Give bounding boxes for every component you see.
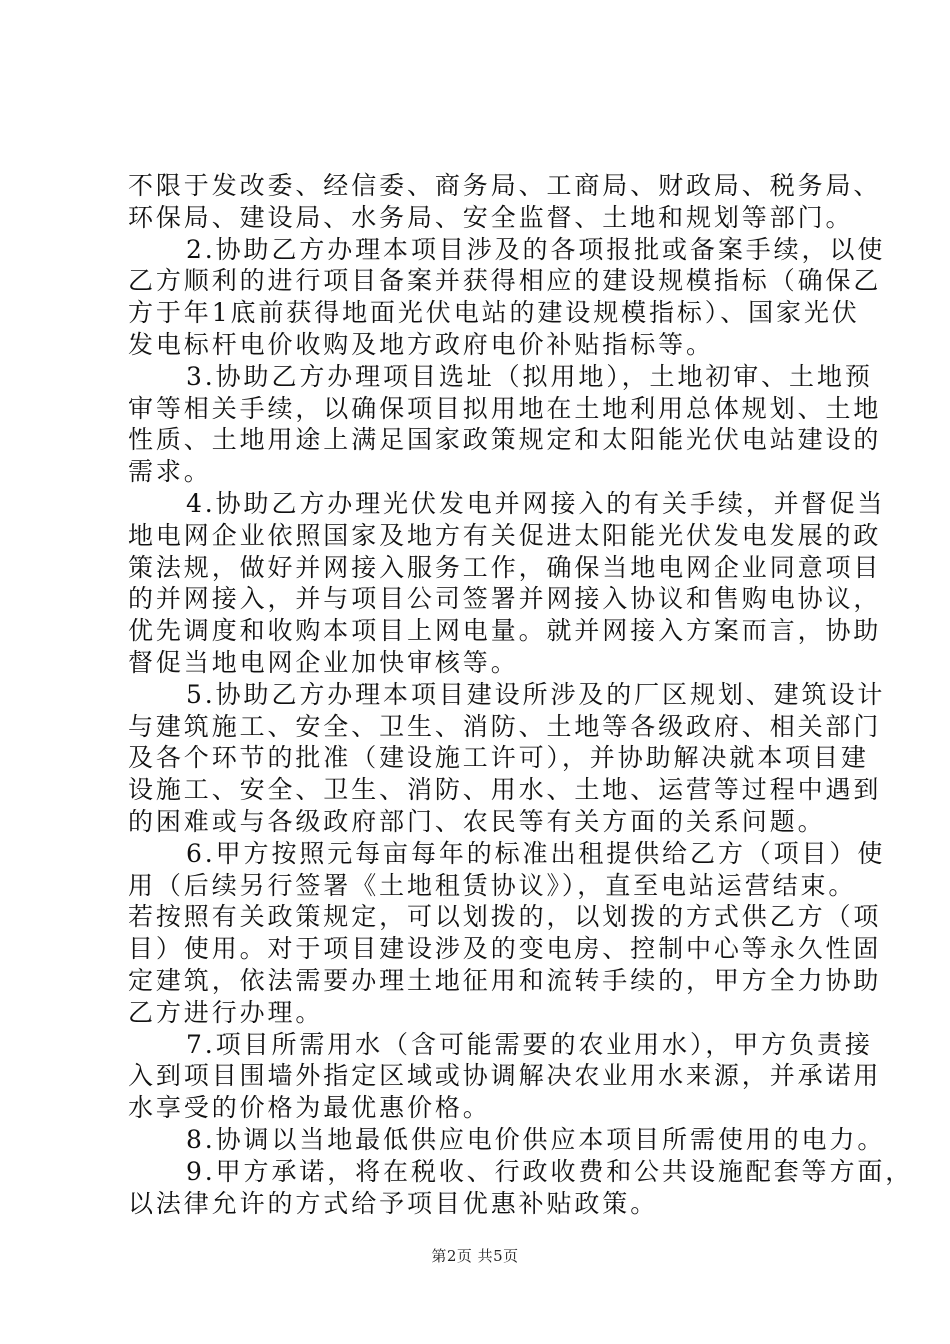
page-number-footer: 第2页 共5页 (431, 1247, 519, 1265)
text-line: 需求。 (128, 457, 212, 487)
paragraph-first-line: 2.协助乙方办理本项目涉及的各项报批或备案手续，以使 (186, 234, 886, 264)
text-line: 方于年1底前获得地面光伏电站的建设规模指标）、国家光伏 (128, 298, 860, 328)
text-line: 审等相关手续，以确保项目拟用地在土地利用总体规划、土地 (128, 393, 882, 423)
paragraph-first-line: 9.甲方承诺，将在税收、行政收费和公共设施配套等方面， (186, 1156, 914, 1186)
paragraph-first-line: 7.项目所需用水（含可能需要的农业用水），甲方负责接 (186, 1029, 873, 1059)
text-line: 目）使用。对于项目建设涉及的变电房、控制中心等永久性固 (128, 934, 882, 964)
document-body (128, 170, 914, 1219)
paragraph-first-line: 5.协助乙方办理本项目建设所涉及的厂区规划、建筑设计 (186, 679, 886, 709)
text-line: 环保局、建设局、水务局、安全监督、土地和规划等部门。 (128, 202, 854, 232)
text-line: 若按照有关政策规定，可以划拨的，以划拨的方式供乙方（项 (128, 902, 882, 932)
paragraph-first-line: 4.协助乙方办理光伏发电并网接入的有关手续，并督促当 (186, 488, 886, 518)
text-line: 的并网接入，并与项目公司签署并网接入协议和售购电协议， (128, 584, 882, 614)
text-line: 性质、土地用途上满足国家政策规定和太阳能光伏电站建设的 (128, 425, 882, 455)
text-line: 与建筑施工、安全、卫生、消防、土地等各级政府、相关部门 (128, 711, 882, 741)
text-line: 优先调度和收购本项目上网电量。就并网接入方案而言，协助 (128, 616, 882, 646)
paragraph-first-line: 8.协调以当地最低供应电价供应本项目所需使用的电力。 (186, 1124, 886, 1154)
text-line: 乙方进行办理。 (128, 997, 324, 1027)
text-line: 地电网企业依照国家及地方有关促进太阳能光伏发电发展的政 (128, 520, 882, 550)
text-line: 设施工、安全、卫生、消防、用水、土地、运营等过程中遇到 (128, 775, 882, 805)
text-line: 督促当地电网企业加快审核等。 (128, 647, 519, 677)
text-line: 策法规，做好并网接入服务工作，确保当地电网企业同意项目 (128, 552, 882, 582)
paragraph-first-line: 3.协助乙方办理项目选址（拟用地），土地初审、土地预 (186, 361, 873, 391)
text-line: 的困难或与各级政府部门、农民等有关方面的关系问题。 (128, 806, 826, 836)
text-line: 不限于发改委、经信委、商务局、工商局、财政局、税务局、 (128, 171, 882, 200)
text-line: 入到项目围墙外指定区域或协调解决农业用水来源，并承诺用 (128, 1061, 882, 1091)
paragraph-first-line: 6.甲方按照元每亩每年的标准出租提供给乙方（项目）使 (186, 838, 886, 868)
text-line: 及各个环节的批准（建设施工许可），并协助解决就本项目建 (128, 743, 869, 773)
text-line: 乙方顺利的进行项目备案并获得相应的建设规模指标（确保乙 (128, 266, 882, 296)
text-line: 定建筑，依法需要办理土地征用和流转手续的，甲方全力协助 (128, 965, 882, 995)
text-line: 发电标杆电价收购及地方政府电价补贴指标等。 (128, 329, 714, 359)
text-line: 以法律允许的方式给予项目优惠补贴政策。 (128, 1188, 659, 1218)
text-line: 水享受的价格为最优惠价格。 (128, 1093, 491, 1123)
text-line: 用（后续另行签署《土地租赁协议》），直至电站运营结束。 (128, 870, 857, 900)
